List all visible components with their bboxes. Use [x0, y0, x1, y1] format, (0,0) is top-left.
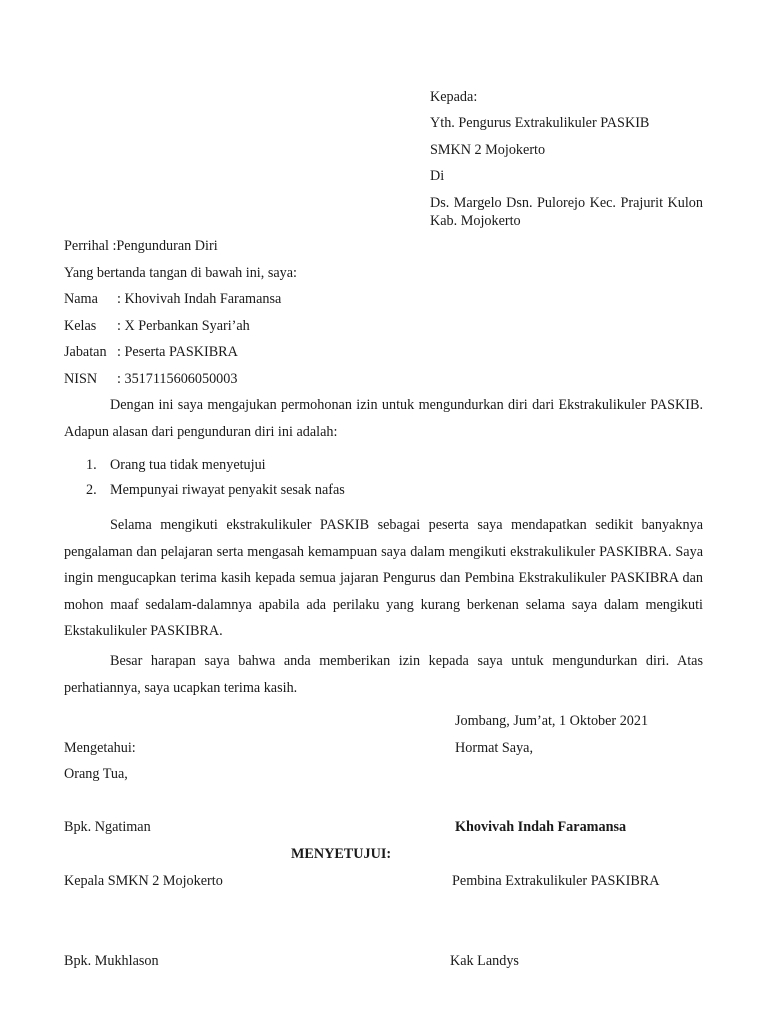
paragraph-closing: [64, 648, 703, 701]
orang-tua-label: Orang Tua,: [64, 766, 128, 782]
hormat-label: Hormat Saya,: [455, 740, 534, 756]
recipient-address: Ds. Margelo Dsn. Pulorejo Kec. Prajurit Kulon Kab. Mojokerto: [430, 195, 703, 229]
recipient-kepada: Kepada:: [430, 89, 478, 105]
list-item: [64, 456, 703, 481]
paragraph-closing-text: Besar harapan saya bahwa anda memberikan izin kepada saya untuk mengundurkan diri. Atas perhatiannya, saya ucapkan terima kasih.: [64, 653, 703, 696]
mengetahui-label: Mengetahui:: [64, 740, 136, 756]
identity-value-nama: : Khovivah Indah Faramansa: [117, 291, 282, 307]
identity-label-nisn: NISN: [64, 371, 98, 387]
place-date: Jombang, Jum’at, 1 Oktober 2021: [455, 713, 649, 729]
list-item: [64, 481, 703, 506]
letter-intro: Yang bertanda tangan di bawah ini, saya:: [64, 265, 297, 281]
coach-name: Kak Landys: [450, 953, 519, 969]
reason-text: Mempunyai riwayat penyakit sesak nafas: [110, 481, 345, 498]
paragraph-request: [64, 392, 703, 445]
headmaster-name: Bpk. Mukhlason: [64, 953, 159, 969]
menyetujui-heading: MENYETUJUI:: [291, 846, 392, 862]
identity-label-nama: Nama: [64, 291, 98, 307]
identity-value-jabatan: : Peserta PASKIBRA: [117, 344, 238, 360]
reason-text: Orang tua tidak menyetujui: [110, 457, 266, 473]
paragraph-request-text: Dengan ini saya mengajukan permohonan izin untuk mengundurkan diri dari Ekstrakulikuler PASKIB. Adapun alasan dari pengunduran diri ini adalah:: [64, 397, 703, 440]
identity-value-kelas: : X Perbankan Syari’ah: [117, 318, 250, 334]
recipient-school: SMKN 2 Mojokerto: [430, 142, 546, 158]
reason-number: 1.: [86, 457, 97, 473]
headmaster-title: Kepala SMKN 2 Mojokerto: [64, 873, 223, 889]
coach-title: Pembina Extrakulikuler PASKIBRA: [452, 873, 660, 889]
parent-name: Bpk. Ngatiman: [64, 819, 151, 835]
identity-label-kelas: Kelas: [64, 318, 97, 334]
reasons-list: [64, 456, 703, 505]
letter-subject: Perrihal :Pengunduran Diri: [64, 238, 218, 254]
identity-label-jabatan: Jabatan: [64, 344, 107, 360]
recipient-yth: Yth. Pengurus Extrakulikuler PASKIB: [430, 115, 650, 131]
paragraph-thanks: [64, 512, 703, 645]
recipient-di: Di: [430, 168, 445, 184]
identity-value-nisn: : 3517115606050003: [117, 371, 238, 387]
student-name: Khovivah Indah Faramansa: [455, 819, 627, 835]
paragraph-thanks-text: Selama mengikuti ekstrakulikuler PASKIB sebagai peserta saya mendapatkan sedikit banyaknya pengalaman dan pelajaran serta mengasah kemampuan saya dalam mengikuti ekstrakulikuler PASKIBRA. Saya ingin mengucapkan terima kasih kepada semua jajaran Pengurus dan Pembina Ekstrakulikuler PASKIBRA dan mohon maaf sedalam-dalamnya apabila ada perilaku yang kurang berkenan selama saya dalam mengikuti Ekstakulikuler PASKIBRA.: [64, 517, 703, 639]
reason-number: 2.: [86, 481, 97, 498]
